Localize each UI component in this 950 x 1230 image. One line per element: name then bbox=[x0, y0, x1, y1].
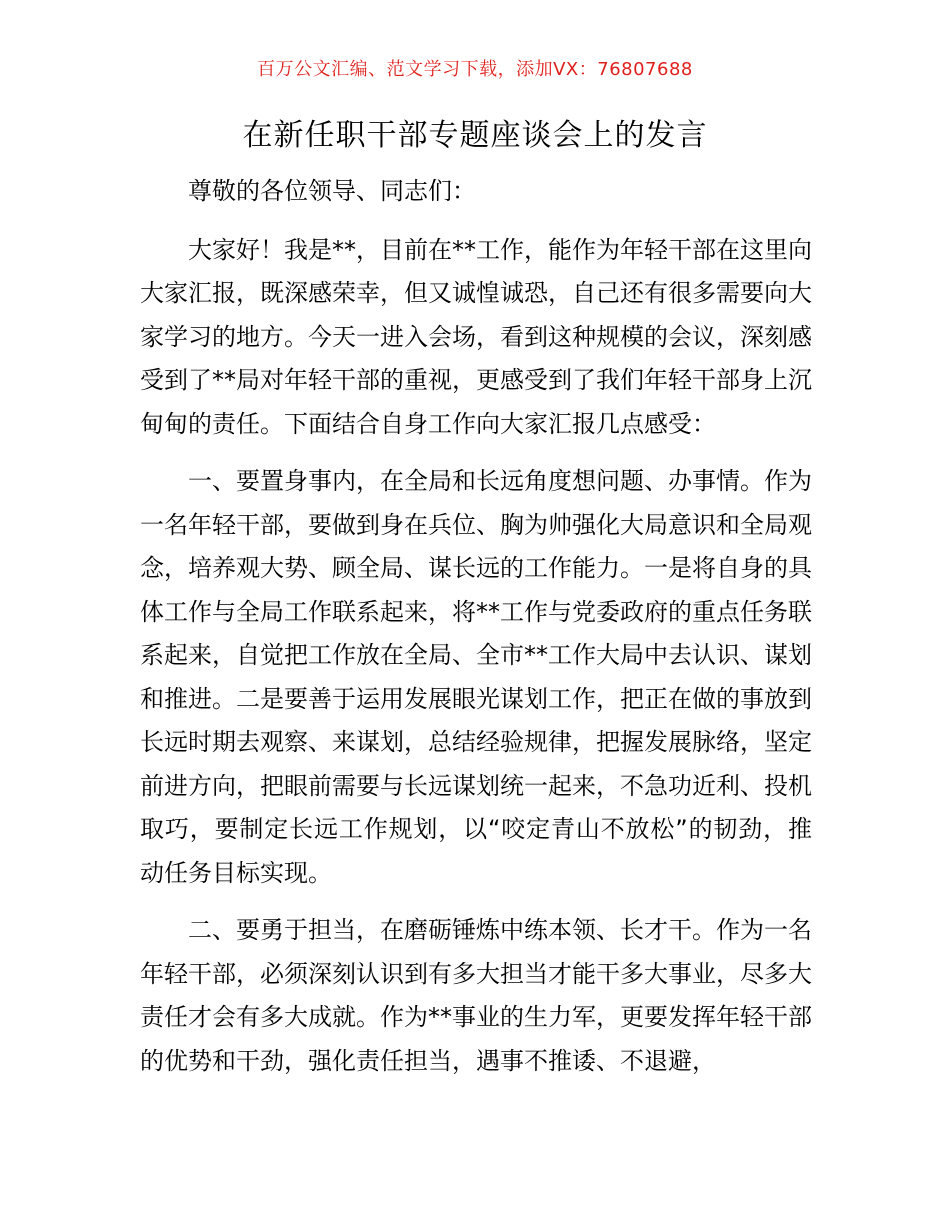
greeting-line: 尊敬的各位领导、同志们： bbox=[188, 177, 476, 205]
paragraph-intro: 大家好！我是**，目前在**工作，能作为年轻干部在这里向大家汇报，既深感荣幸，但又诚惶诚恐，自己还有很多需要向大家学习的地方。今天一进入会场，看到这种规模的会议，深刻感受到了**局对年轻干部的重视，更感受到了我们年轻干部身上沉甸甸的责任。下面结合自身工作向大家汇报几点感受： bbox=[140, 235, 812, 438]
document-body bbox=[140, 170, 812, 1083]
header-note: 百万公文汇编、范文学习下载，添加VX：76807688 bbox=[257, 59, 693, 80]
page-title: 在新任职干部专题座谈会上的发言 bbox=[242, 118, 708, 153]
paragraph-point-two: 二、要勇于担当，在磨砺锤炼中练本领、长才干。作为一名年轻干部，必须深刻认识到有多大担当才能干多大事业，尽多大责任才会有多大成就。作为**事业的生力军，更要发挥年轻干部的优势和干劲，强化责任担当，遇事不推诿、不退避， bbox=[140, 916, 812, 1075]
paragraph-point-one: 一、要置身事内，在全局和长远角度想问题、办事情。作为一名年轻干部，要做到身在兵位、胸为帅强化大局意识和全局观念，培养观大势、顾全局、谋长远的工作能力。一是将自身的具体工作与全局工作联系起来，将**工作与党委政府的重点任务联系起来，自觉把工作放在全局、全市**工作大局中去认识、谋划和推进。二是要善于运用发展眼光谋划工作，把正在做的事放到长远时期去观察、来谋划，总结经验规律，把握发展脉络，坚定前进方向，把眼前需要与长远谋划统一起来，不急功近利、投机取巧，要制定长远工作规划，以“咬定青山不放松”的韧劲，推动任务目标实现。 bbox=[140, 467, 812, 887]
